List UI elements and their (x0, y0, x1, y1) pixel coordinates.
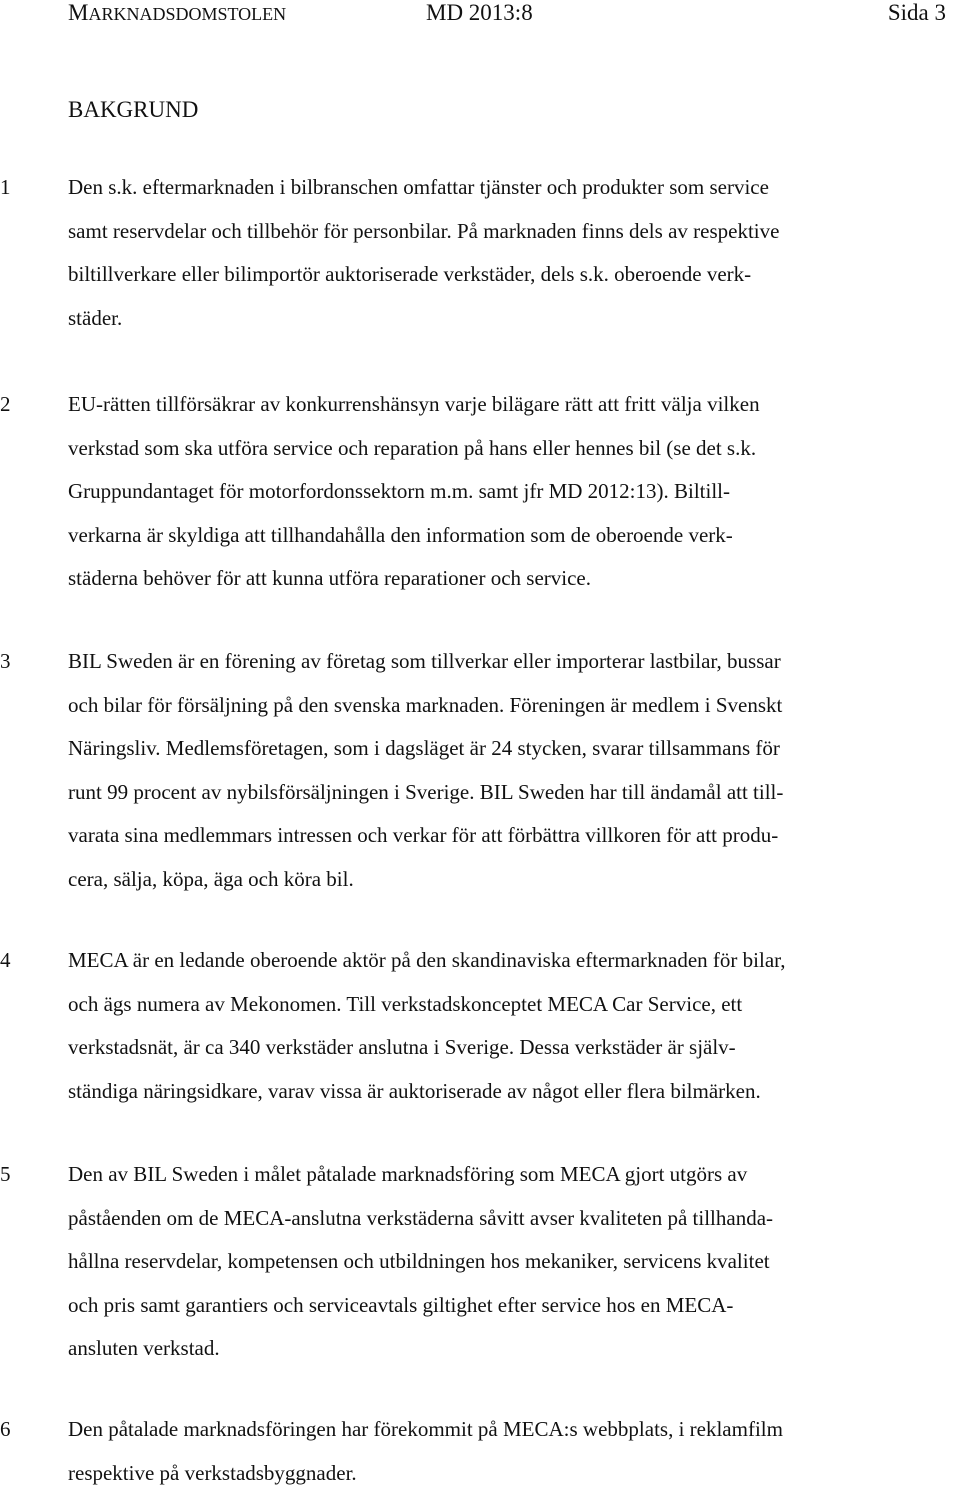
paragraph-text (68, 166, 948, 340)
case-number: MD 2013:8 (426, 0, 533, 26)
paragraph-text (68, 383, 948, 601)
court-name-rest: ARKNADSDOMSTOLEN (88, 4, 286, 24)
text-line: verkstad som ska utföra service och reparation på hans eller hennes bil (se det s.k. (68, 427, 948, 471)
text-line: verkstadsnät, är ca 340 verkstäder anslutna i Sverige. Dessa verkstäder är själv- (68, 1026, 948, 1070)
text-line: BIL Sweden är en förening av företag som tillverkar eller importerar lastbilar, bussar (68, 640, 948, 684)
text-line: samt reservdelar och tillbehör för personbilar. På marknaden finns dels av respektive (68, 210, 948, 254)
text-line: ansluten verkstad. (68, 1327, 948, 1371)
page-number: Sida 3 (888, 0, 946, 26)
text-line: Den påtalade marknadsföringen har förekommit på MECA:s webbplats, i reklamfilm (68, 1408, 948, 1452)
page-header (0, 0, 960, 30)
text-line: och ägs numera av Mekonomen. Till verkstadskonceptet MECA Car Service, ett (68, 983, 948, 1027)
text-line: Den av BIL Sweden i målet påtalade marknadsföring som MECA gjort utgörs av (68, 1153, 948, 1197)
text-line: verkarna är skyldiga att tillhandahålla den information som de oberoende verk- (68, 514, 948, 558)
text-line: och pris samt garantiers och serviceavtals giltighet efter service hos en MECA- (68, 1284, 948, 1328)
paragraph-number: 4 (0, 939, 20, 982)
text-line: MECA är en ledande oberoende aktör på den skandinaviska eftermarknaden för bilar, (68, 939, 948, 983)
text-line: ständiga näringsidkare, varav vissa är auktoriserade av något eller flera bilmärken. (68, 1070, 948, 1114)
text-line: och bilar för försäljning på den svenska marknaden. Föreningen är medlem i Svenskt (68, 684, 948, 728)
paragraph-number: 3 (0, 640, 20, 683)
text-line: EU-rätten tillförsäkrar av konkurrenshänsyn varje bilägare rätt att fritt välja vilken (68, 383, 948, 427)
paragraph-text (68, 939, 948, 1113)
paragraph-number: 2 (0, 383, 20, 426)
text-line: runt 99 procent av nybilsförsäljningen i Sverige. BIL Sweden har till ändamål att till- (68, 771, 948, 815)
text-line: hållna reservdelar, kompetensen och utbildningen hos mekaniker, servicens kvalitet (68, 1240, 948, 1284)
text-line: städerna behöver för att kunna utföra reparationer och service. (68, 557, 948, 601)
text-line: cera, sälja, köpa, äga och köra bil. (68, 858, 948, 902)
text-line: varata sina medlemmars intressen och verkar för att förbättra villkoren för att produ- (68, 814, 948, 858)
paragraph-text (68, 1153, 948, 1371)
text-line: Näringsliv. Medlemsföretagen, som i dagsläget är 24 stycken, svarar tillsammans för (68, 727, 948, 771)
text-line: påståenden om de MECA-anslutna verkstäderna såvitt avser kvaliteten på tillhanda- (68, 1197, 948, 1241)
court-name-initial: M (68, 0, 88, 25)
paragraph-number: 6 (0, 1408, 20, 1451)
text-line: städer. (68, 297, 948, 341)
section-heading: BAKGRUND (68, 96, 198, 124)
text-line: Den s.k. eftermarknaden i bilbranschen omfattar tjänster och produkter som service (68, 166, 948, 210)
court-name (68, 0, 286, 27)
paragraph-number: 1 (0, 166, 20, 209)
paragraph-text (68, 640, 948, 901)
paragraph-number: 5 (0, 1153, 20, 1196)
text-line: biltillverkare eller bilimportör auktoriserade verkstäder, dels s.k. oberoende verk- (68, 253, 948, 297)
text-line: Gruppundantaget för motorfordonssektorn m.m. samt jfr MD 2012:13). Biltill- (68, 470, 948, 514)
paragraph-text (68, 1408, 948, 1495)
text-line: respektive på verkstadsbyggnader. (68, 1452, 948, 1495)
